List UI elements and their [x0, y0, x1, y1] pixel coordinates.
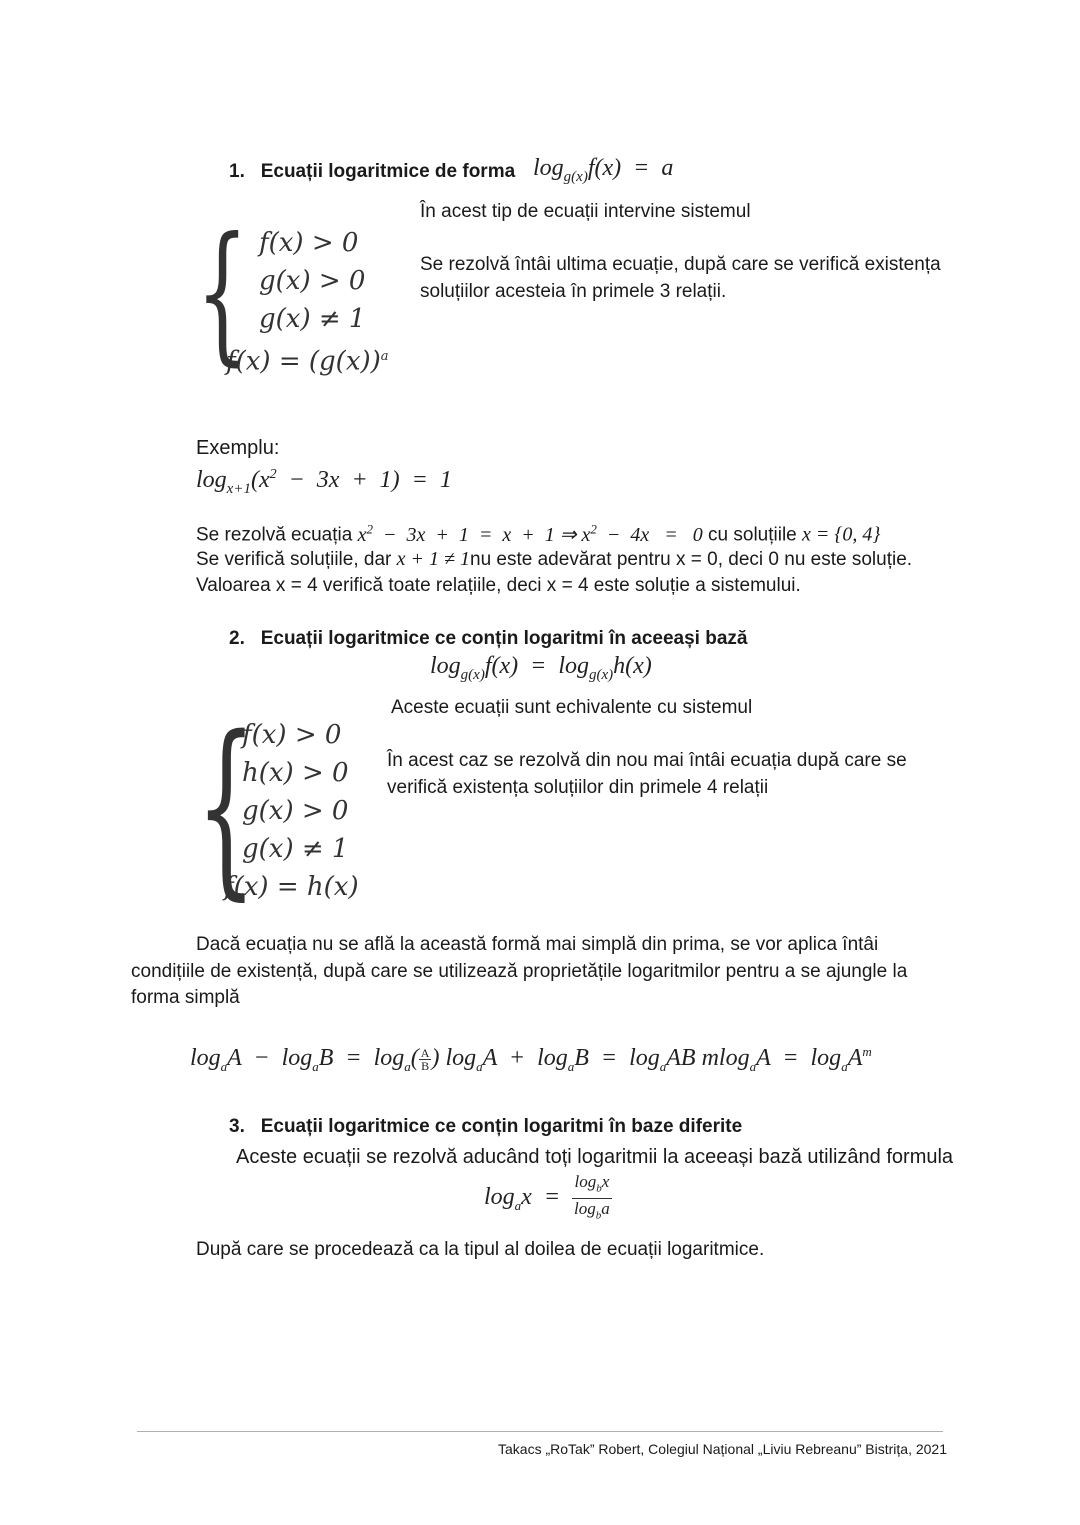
change-of-base-formula: $\log_ax$ = $\frac{\log_bx}{\log_ba}$ — [484, 1172, 610, 1222]
example-equation: $\log_{x+1}(x^2 - 3x + 1) = 1$ — [196, 467, 452, 497]
example-line2-text-b: nu este adevărat pentru x = 0, deci 0 nu este soluție. — [470, 549, 913, 570]
section2-title: Ecuații logaritmice ce conțin logaritmi în aceeași bază — [260, 628, 748, 649]
section1-explain-1: Se rezolvă întâi ultima ecuație, după care se verifică existența — [420, 254, 941, 275]
paragraph-line1: Dacă ecuația nu se află la această formă mai simplă din prima, se vor aplica întâi — [196, 934, 879, 955]
section1-heading — [229, 161, 515, 183]
example-line2-math: x + 1 ≠ 1 — [396, 548, 471, 570]
section3-intro: Aceste ecuații se rezolvă aducând toți logaritmii la aceeași bază utilizând formula — [236, 1146, 954, 1168]
section2-heading — [229, 628, 747, 650]
footer-divider — [137, 1431, 943, 1432]
system2-row: h(x) > 0 — [242, 758, 349, 788]
system1-row: g(x) ≠ 1 — [259, 304, 366, 334]
section3-number: 3. — [229, 1116, 245, 1137]
example-line2-text-a: Se verifică soluțiile, dar — [196, 549, 392, 570]
section1-title: Ecuații logaritmice de forma — [260, 161, 516, 182]
section3-title: Ecuații logaritmice ce conțin logaritmi în baze diferite — [260, 1116, 743, 1137]
section2-number: 2. — [229, 628, 245, 649]
system2-row: g(x) > 0 — [242, 796, 349, 826]
paragraph-line3: forma simplă — [131, 987, 240, 1008]
example-line2 — [196, 548, 912, 571]
section2-explain-1: În acest caz se rezolvă din nou mai întâi ecuația după care se — [387, 750, 907, 771]
paragraph-line2: condițiile de existență, după care se utilizează proprietățile logaritmilor pentru a se ajungle la — [131, 961, 908, 982]
example-line1 — [196, 521, 880, 547]
section1-intro: În acest tip de ecuații intervine sistemul — [420, 201, 751, 222]
system1-row-last: $f(x) = (g(x))^a$ — [226, 346, 389, 377]
section2-equation: $\log_{g(x)}f(x) = \log_{g(x)}h(x)$ — [430, 653, 652, 683]
section2-system — [224, 716, 359, 906]
system2-row: g(x) ≠ 1 — [242, 834, 349, 864]
section2-system-brace: { — [196, 696, 257, 917]
section1-system-brace: { — [196, 206, 249, 380]
section3-outro: După care se procedează ca la tipul al doilea de ecuații logaritmice. — [196, 1239, 765, 1260]
section2-intro: Aceste ecuații sunt echivalente cu sistemul — [391, 697, 753, 718]
example-label: Exemplu: — [196, 437, 280, 459]
system2-row: f(x) = h(x) — [224, 872, 359, 902]
example-line1-tail: cu soluțiile — [708, 524, 797, 546]
log-properties: $\log_aA - \log_aB = \log_a$( $\frac{A}{B}$ ) $\log_aA + \log_aB = \log_aAB$ $mlog_aA = \log_aA^m$ — [190, 1044, 872, 1074]
section1-number: 1. — [229, 161, 245, 182]
section1-system — [226, 224, 389, 381]
section1-heading-math: $\log_{g(x)}f(x) = a$ — [533, 155, 674, 185]
section1-explain-2: soluțiilor acesteia în primele 3 relații. — [420, 281, 727, 302]
example-line1-math: $x^2 - 3x + 1 = x + 1$ ⇒ $x^2 - 4x = 0$ — [357, 521, 703, 546]
section2-explain-2: verifică existența soluțiilor din primele 4 relații — [387, 777, 769, 798]
system1-row: g(x) > 0 — [259, 266, 366, 296]
example-line1-solutions: x = {0, 4} — [802, 523, 881, 546]
example-line1-text: Se rezolvă ecuația — [196, 524, 353, 546]
example-line3: Valoarea x = 4 verifică toate relațiile, deci x = 4 este soluție a sistemului. — [196, 575, 801, 596]
system1-row: f(x) > 0 — [259, 228, 359, 258]
system2-row: f(x) > 0 — [242, 720, 342, 750]
footer-credit: Takacs „RoTak” Robert, Colegiul Național „Liviu Rebreanu” Bistrița, 2021 — [498, 1441, 947, 1457]
section3-heading — [229, 1116, 742, 1138]
